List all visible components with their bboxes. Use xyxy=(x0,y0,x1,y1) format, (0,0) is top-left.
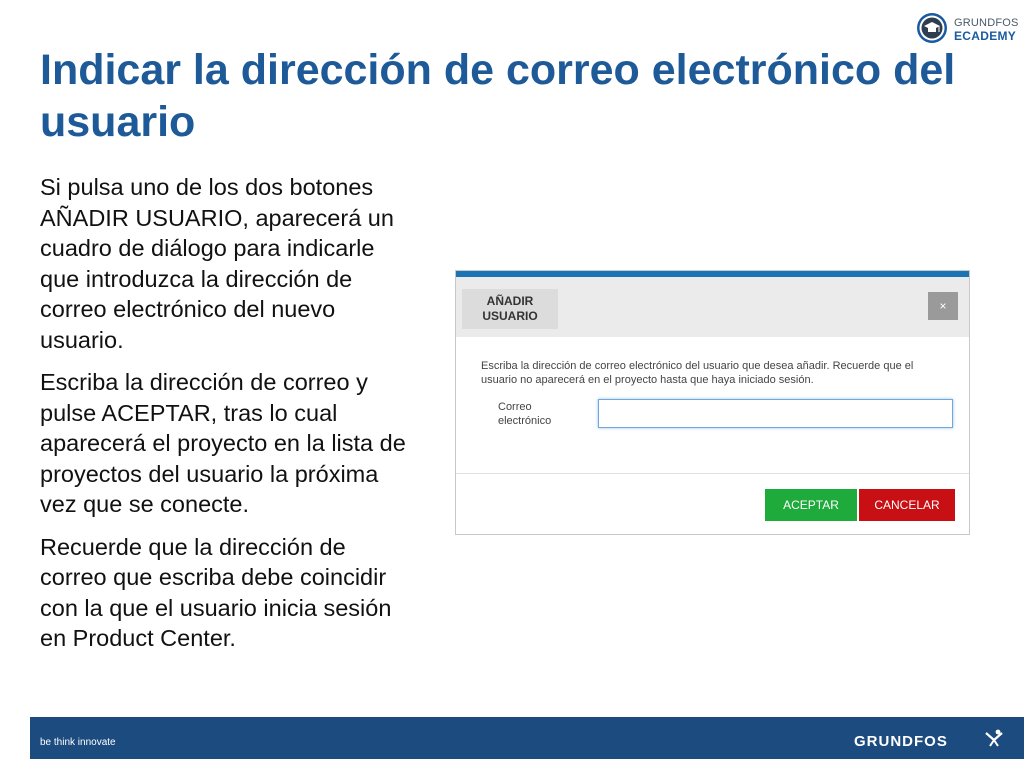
paragraph: Recuerde que la dirección de correo que escriba debe coincidir con la que el usuario inicia sesión en Product Center. xyxy=(40,533,392,651)
email-field-label-text: Correo electrónico xyxy=(498,401,552,427)
dialog-message: Escriba la dirección de correo electrónico del usuario que desea añadir. Recuerde que el usuario no aparecerá en el proyecto hasta que haya iniciado sesión. xyxy=(481,360,914,386)
footer-tagline: be think innovate xyxy=(40,737,116,748)
accept-button[interactable]: ACEPTAR xyxy=(765,489,857,521)
cancel-button[interactable]: CANCELAR xyxy=(859,489,955,521)
slide-title: Indicar la dirección de correo electrónico del usuario xyxy=(40,46,956,146)
footer-bar xyxy=(30,717,1024,759)
paragraph: Escriba la dirección de correo y pulse ACEPTAR, tras lo cual aparecerá el proyecto en la lista de proyectos del usuario la próxima vez que se conecte. xyxy=(40,369,406,517)
footer-brand-logo: GRUNDFOS xyxy=(854,733,948,750)
graduation-cap-logo-icon xyxy=(916,12,948,44)
logo-text-ecademy: ECADEMY xyxy=(954,29,1017,43)
body-text xyxy=(40,172,410,666)
email-field[interactable] xyxy=(598,399,953,428)
dialog-divider xyxy=(456,473,969,474)
paragraph: Si pulsa uno de los dos botones AÑADIR USUARIO, aparecerá un cuadro de diálogo para indicarle que introduzca la dirección de correo electrónico del nuevo usuario. xyxy=(40,174,394,353)
dialog-header xyxy=(456,277,969,337)
logo-text-grundfos: GRUNDFOS xyxy=(954,17,1019,29)
email-field-label xyxy=(498,400,568,428)
grundfos-man-icon xyxy=(984,728,1004,748)
add-user-dialog xyxy=(455,270,970,535)
dialog-title: AÑADIR USUARIO xyxy=(462,289,558,329)
close-icon[interactable]: × xyxy=(928,292,958,320)
